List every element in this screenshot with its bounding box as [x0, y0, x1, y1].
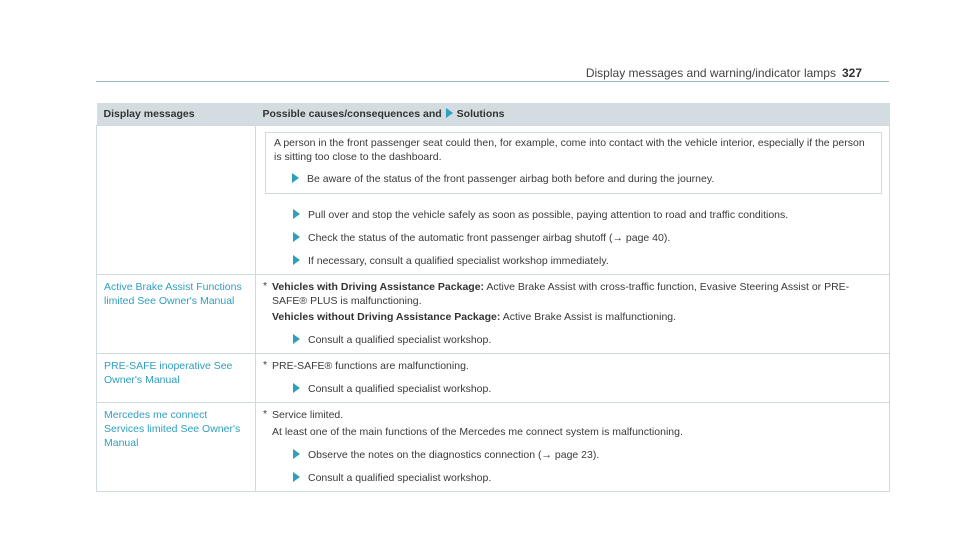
cause-text: At least one of the main functions of the Mercedes me connect system is malfunctioning.	[272, 426, 683, 438]
step-text: Consult a qualified specialist workshop.	[308, 383, 492, 395]
step-text: If necessary, consult a qualified specialist workshop immediately.	[308, 255, 609, 267]
message-active-brake-assist: Active Brake Assist Functions limited See Owner's Manual	[97, 275, 256, 354]
table-row	[97, 354, 890, 403]
display-messages-table	[96, 103, 890, 492]
solution-step	[263, 448, 882, 462]
note-step-text: Be aware of the status of the front passenger airbag both before and during the journey.	[307, 173, 715, 185]
arrow-icon	[293, 209, 300, 219]
cause-detail: PRE-SAFE® functions are malfunctioning.	[272, 360, 469, 372]
table-row	[97, 275, 890, 354]
step-text: Observe the notes on the diagnostics connection (→ page 23).	[308, 449, 600, 461]
step-text: Pull over and stop the vehicle safely as soon as possible, paying attention to road and traffic conditions.	[308, 209, 789, 221]
cause-text	[263, 408, 882, 422]
table-row	[97, 403, 890, 492]
cause-detail: Active Brake Assist with cross-traffic function, Evasive Steering Assist or PRE-SAFE® PLUS is malfunctioning.	[272, 281, 850, 307]
asterisk-marker: *	[263, 359, 268, 371]
solution-step	[263, 231, 882, 245]
solution-step	[263, 382, 882, 396]
step-text: Check the status of the automatic front passenger airbag shutoff (→ page 40).	[308, 232, 671, 244]
arrow-icon	[293, 255, 300, 265]
page-number: 327	[841, 66, 862, 80]
col-header-display-messages: Display messages	[97, 103, 256, 126]
arrow-icon	[293, 232, 300, 242]
col-header-solutions	[256, 103, 890, 126]
step-text: Consult a qualified specialist workshop.	[308, 472, 492, 484]
solution-cell	[256, 126, 890, 275]
solution-step	[263, 471, 882, 485]
cause-detail: Active Brake Assist is malfunctioning.	[502, 311, 677, 323]
header-rule	[96, 81, 889, 82]
running-header	[586, 66, 862, 80]
table-header-row	[97, 103, 890, 126]
arrow-icon	[446, 108, 453, 118]
note-text: A person in the front passenger seat could then, for example, come into contact with the vehicle interior, especially if the person is sitting too close to the dashboard.	[274, 137, 865, 163]
message-cell-empty	[97, 126, 256, 275]
solution-cell	[256, 354, 890, 403]
solution-step	[263, 208, 882, 222]
running-header-title: Display messages and warning/indicator lamps	[585, 66, 836, 80]
message-pre-safe: PRE-SAFE inoperative See Owner's Manual	[97, 354, 256, 403]
asterisk-marker: *	[263, 408, 268, 420]
step-text: Consult a qualified specialist workshop.	[308, 334, 492, 346]
arrow-icon	[293, 449, 300, 459]
cause-text	[263, 359, 882, 373]
table-row	[97, 126, 890, 275]
col-header-solutions-label: Solutions	[456, 108, 505, 120]
arrow-icon	[293, 472, 300, 482]
solution-step	[263, 254, 882, 268]
note-box	[265, 132, 882, 194]
cause-text	[263, 310, 882, 324]
condition-label: Vehicles with Driving Assistance Package:	[272, 281, 485, 293]
col-header-causes-label: Possible causes/consequences and	[262, 108, 442, 120]
arrow-icon	[293, 334, 300, 344]
arrow-icon	[292, 173, 299, 183]
solution-cell	[256, 403, 890, 492]
asterisk-marker: *	[263, 280, 268, 292]
cause-detail: Service limited.	[272, 409, 344, 421]
solution-cell	[256, 275, 890, 354]
arrow-icon	[293, 383, 300, 393]
cause-text	[263, 280, 882, 308]
message-mercedes-me: Mercedes me connect Services limited See Owner's Manual	[97, 403, 256, 492]
note-step	[274, 172, 873, 186]
solution-step	[263, 333, 882, 347]
condition-label: Vehicles without Driving Assistance Package:	[272, 311, 501, 323]
